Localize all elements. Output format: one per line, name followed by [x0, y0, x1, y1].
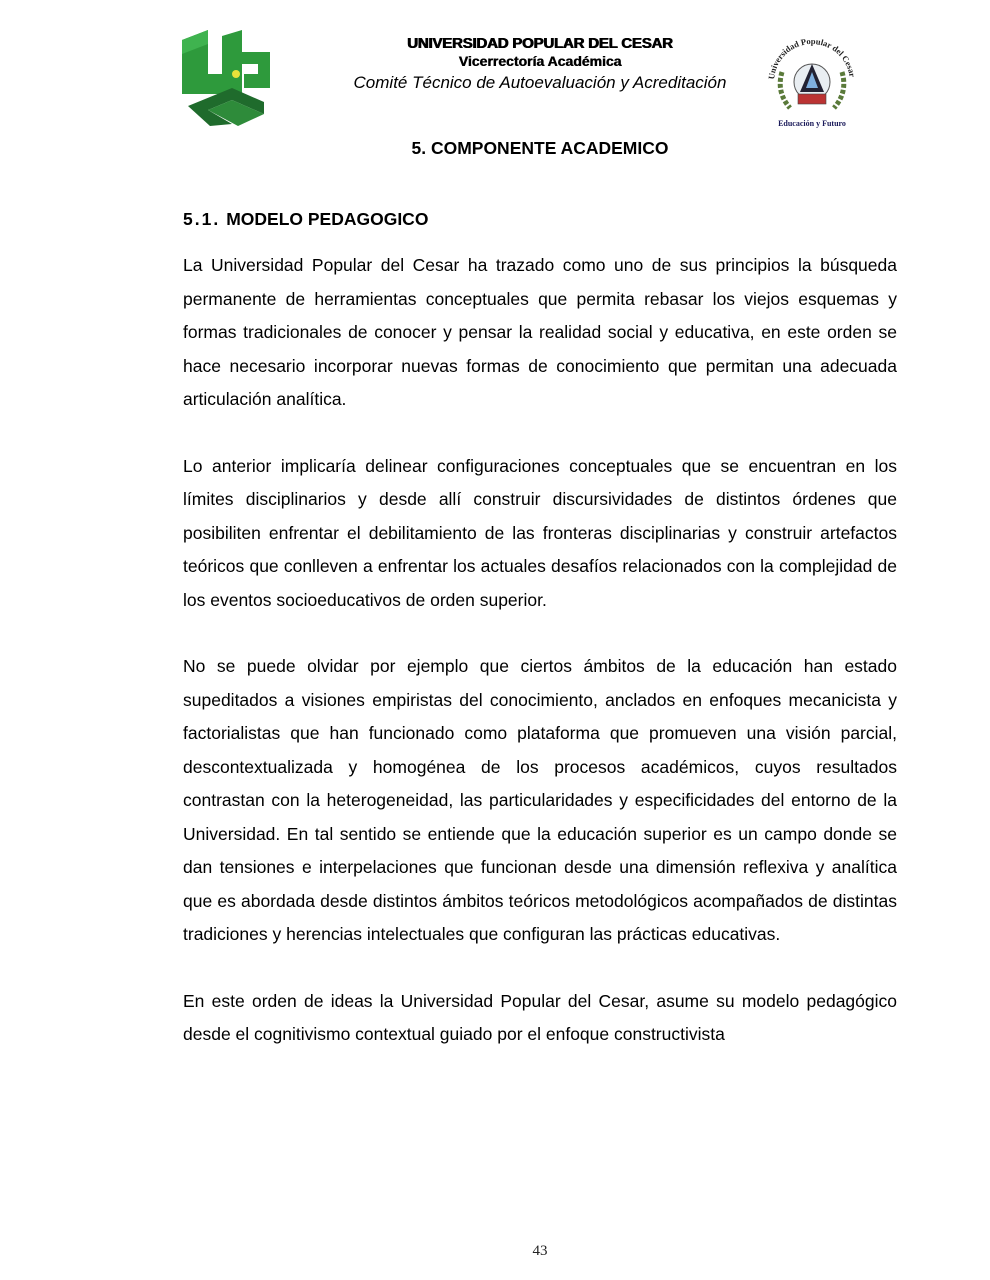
paragraph-1: La Universidad Popular del Cesar ha trazado como uno de sus principios la búsqueda permanente de herramientas conceptuales que permita rebasar los viejos esquemas y formas tradicionales de conocer y pensar la realidad social y educativa, en este orden se hace necesario incorporar nuevas formas de conocimiento que permitan una adecuada articulación analítica. [183, 255, 897, 409]
document-header [300, 35, 780, 94]
paragraph-2: Lo anterior implicaría delinear configuraciones conceptuales que se encuentran en los límites disciplinarios y desde allí construir discursividades de distintos órdenes que posibiliten enfrentar el debilitamiento de las fronteras disciplinarias y construir artefactos teóricos que conlleven a enfrentar los actuales desafíos relacionados con la complejidad de los eventos socioeducativos de orden superior. [183, 455, 897, 610]
seal-top-text: Universidad Popular del Cesar [766, 35, 858, 80]
page-number: 43 [532, 1243, 548, 1259]
paragraph-4: En este orden de ideas la Universidad Popular del Cesar, asume su modelo pedagógico desde el cognitivismo contextual guiado por el enfoque constructivista [183, 990, 897, 1044]
university-seal-icon [762, 32, 862, 130]
committee-name: Comité Técnico de Autoevaluación y Acreditación [353, 73, 727, 92]
seal-bottom-text: Educación y Futuro [778, 119, 846, 128]
university-name: UNIVERSIDAD POPULAR DEL CESAR [407, 35, 673, 52]
paragraph-3: No se puede olvidar por ejemplo que ciertos ámbitos de la educación han estado supeditados a visiones empiristas del conocimiento, anclados en enfoques mecanicista y factorialistas que han funcionado como plataforma que promueven una visión parcial, descontextualizada y homogénea de los procesos académicos, cuyos resultados contrastan con la heterogeneidad, las particularidades y especificidades del entorno de la Universidad. En tal sentido se entiende que la educación superior es un campo donde se dan tensiones e interpelaciones que funcionan desde una dimensión reflexiva y analítica que es abordada desde distintos ámbitos teóricos metodológicos acompañados de distintas tradiciones y herencias intelectuales que configuran las prácticas educativas. [183, 656, 897, 944]
section-heading [183, 209, 428, 230]
document-body [183, 249, 897, 1052]
upc-logo-icon [180, 30, 272, 126]
vice-rectorate: Vicerrectoría Académica [458, 53, 622, 69]
chapter-title: 5. COMPONENTE ACADEMICO [411, 138, 669, 158]
section-number: 5.1. [183, 209, 221, 229]
section-title: MODELO PEDAGOGICO [226, 209, 429, 229]
